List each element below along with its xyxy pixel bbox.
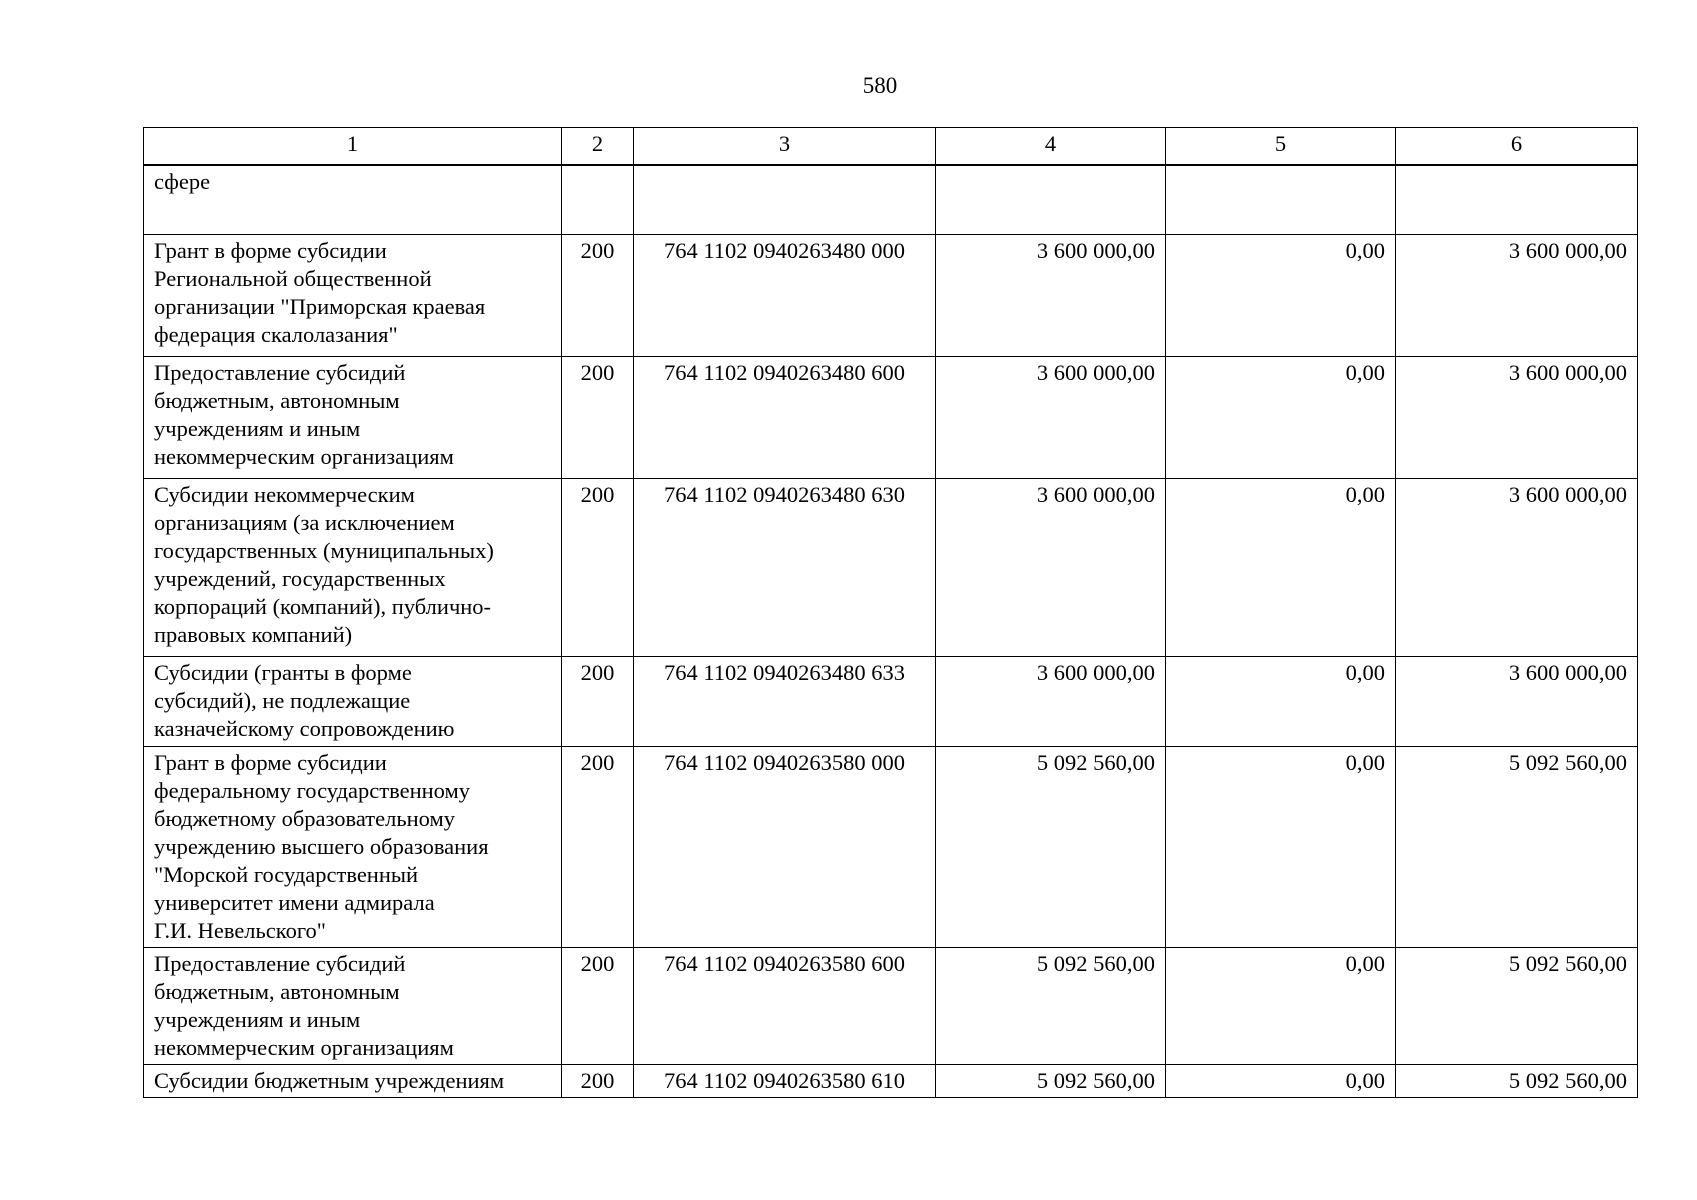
row-value-col6: 3 600 000,00 <box>1396 656 1638 746</box>
row-value-col4: 5 092 560,00 <box>936 1064 1166 1097</box>
row-classification-code: 764 1102 0940263480 633 <box>634 656 936 746</box>
row-code: 200 <box>562 478 634 656</box>
row-name: Предоставление субсидий бюджетным, автономным учреждениям и иным некоммерческим организациям <box>144 947 562 1064</box>
row-classification-code <box>634 165 936 234</box>
row-code: 200 <box>562 356 634 478</box>
column-header-1: 1 <box>144 128 562 166</box>
row-name: Субсидии (гранты в форме субсидий), не подлежащие казначейскому сопровождению <box>144 656 562 746</box>
column-header-2: 2 <box>562 128 634 166</box>
row-code: 200 <box>562 947 634 1064</box>
row-classification-code: 764 1102 0940263480 630 <box>634 478 936 656</box>
row-value-col6 <box>1396 165 1638 234</box>
row-value-col4: 3 600 000,00 <box>936 356 1166 478</box>
row-name: сфере <box>144 165 562 234</box>
row-value-col4: 5 092 560,00 <box>936 746 1166 947</box>
page-number: 580 <box>862 73 898 98</box>
row-name: Субсидии бюджетным учреждениям <box>144 1064 562 1097</box>
table-row <box>144 478 1638 656</box>
row-value-col5: 0,00 <box>1166 746 1396 947</box>
row-value-col4: 3 600 000,00 <box>936 478 1166 656</box>
row-name: Грант в форме субсидии федеральному государственному бюджетному образовательному учреждению высшего образования "Морской государственный университет имени адмирала Г.И. Невельского" <box>144 746 562 947</box>
row-value-col6: 5 092 560,00 <box>1396 746 1638 947</box>
row-value-col6: 3 600 000,00 <box>1396 478 1638 656</box>
row-value-col5 <box>1166 165 1396 234</box>
row-name: Субсидии некоммерческим организациям (за исключением государственных (муниципальных) учреждений, государственных корпораций (компаний), публично- правовых компаний) <box>144 478 562 656</box>
row-value-col4 <box>936 165 1166 234</box>
budget-table <box>143 127 1638 1098</box>
table-row <box>144 746 1638 947</box>
row-value-col4: 3 600 000,00 <box>936 656 1166 746</box>
row-name: Грант в форме субсидии Региональной общественной организации "Приморская краевая федерация скалолазания" <box>144 234 562 356</box>
row-value-col5: 0,00 <box>1166 234 1396 356</box>
table-row <box>144 656 1638 746</box>
table-row <box>144 1064 1638 1097</box>
row-code: 200 <box>562 234 634 356</box>
row-code: 200 <box>562 1064 634 1097</box>
row-name: Предоставление субсидий бюджетным, автономным учреждениям и иным некоммерческим организациям <box>144 356 562 478</box>
row-value-col6: 3 600 000,00 <box>1396 356 1638 478</box>
row-classification-code: 764 1102 0940263480 600 <box>634 356 936 478</box>
row-value-col5: 0,00 <box>1166 1064 1396 1097</box>
row-code: 200 <box>562 656 634 746</box>
row-value-col6: 5 092 560,00 <box>1396 1064 1638 1097</box>
row-classification-code: 764 1102 0940263580 000 <box>634 746 936 947</box>
table-row <box>144 234 1638 356</box>
row-value-col5: 0,00 <box>1166 478 1396 656</box>
row-value-col5: 0,00 <box>1166 947 1396 1064</box>
row-classification-code: 764 1102 0940263580 610 <box>634 1064 936 1097</box>
row-value-col5: 0,00 <box>1166 356 1396 478</box>
column-header-3: 3 <box>634 128 936 166</box>
column-header-5: 5 <box>1166 128 1396 166</box>
row-classification-code: 764 1102 0940263580 600 <box>634 947 936 1064</box>
table-row <box>144 947 1638 1064</box>
table-row <box>144 356 1638 478</box>
column-header-4: 4 <box>936 128 1166 166</box>
row-value-col4: 3 600 000,00 <box>936 234 1166 356</box>
row-code <box>562 165 634 234</box>
row-value-col4: 5 092 560,00 <box>936 947 1166 1064</box>
column-header-6: 6 <box>1396 128 1638 166</box>
row-value-col6: 5 092 560,00 <box>1396 947 1638 1064</box>
row-classification-code: 764 1102 0940263480 000 <box>634 234 936 356</box>
table-header-row <box>144 128 1638 166</box>
row-value-col6: 3 600 000,00 <box>1396 234 1638 356</box>
table-row <box>144 165 1638 234</box>
row-value-col5: 0,00 <box>1166 656 1396 746</box>
row-code: 200 <box>562 746 634 947</box>
